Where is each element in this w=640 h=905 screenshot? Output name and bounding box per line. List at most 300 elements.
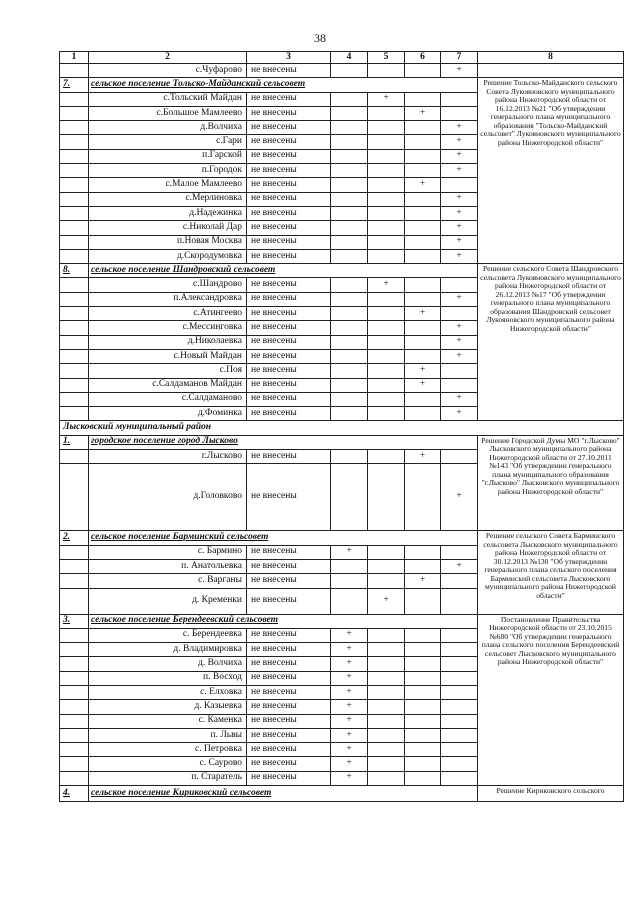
changes-status: не внесены xyxy=(247,657,331,671)
mark-cell xyxy=(368,307,405,321)
changes-status: не внесены xyxy=(247,643,331,657)
changes-status: не внесены xyxy=(247,235,331,249)
row-number-cell xyxy=(60,574,89,588)
mark-cell xyxy=(405,685,441,699)
mark-cell xyxy=(441,588,478,614)
settlement-name: с.Тольский Майдан xyxy=(89,92,247,106)
mark-cell xyxy=(405,192,441,206)
mark-cell xyxy=(331,321,368,335)
mark-cell xyxy=(368,335,405,349)
changes-status: не внесены xyxy=(247,135,331,149)
mark-cell xyxy=(368,64,405,78)
section-row xyxy=(60,264,624,278)
mark-cell xyxy=(368,450,405,464)
mark-cell xyxy=(368,643,405,657)
mark-cell: + xyxy=(331,714,368,728)
mark-cell: + xyxy=(441,292,478,306)
mark-cell: + xyxy=(331,757,368,771)
changes-status: не внесены xyxy=(247,221,331,235)
changes-status: не внесены xyxy=(247,574,331,588)
mark-cell xyxy=(368,574,405,588)
settlement-name: с.Мерлиновка xyxy=(89,192,247,206)
settlement-name: с.Мессинговка xyxy=(89,321,247,335)
changes-status: не внесены xyxy=(247,671,331,685)
mark-cell xyxy=(405,249,441,263)
section-title: сельское поселение Барминский сельсовет xyxy=(89,531,478,545)
settlement-name: с.Большое Мамлеево xyxy=(89,106,247,120)
mark-cell xyxy=(405,700,441,714)
mark-cell: + xyxy=(441,64,478,78)
legal-basis-note: Решение Городской Думы МО "г.Лысково" Лысковского муниципального района Нижегородской области от 27.10.2011 №143 "Об утверждении генерального плана муниципального образования "г.Лысково" Лысковского муниципального района Нижегородской области" xyxy=(478,435,624,531)
row-number-cell xyxy=(60,92,89,106)
mark-cell: + xyxy=(331,545,368,559)
settlement-name: п. Восход xyxy=(89,671,247,685)
changes-status: не внесены xyxy=(247,714,331,728)
mark-cell xyxy=(441,628,478,642)
note-cell xyxy=(478,64,624,78)
settlements-table xyxy=(59,51,624,802)
mark-cell: + xyxy=(441,249,478,263)
row-number-cell xyxy=(60,321,89,335)
mark-cell xyxy=(441,757,478,771)
mark-cell xyxy=(331,378,368,392)
column-header: 4 xyxy=(331,52,368,64)
row-number-cell xyxy=(60,164,89,178)
section-title: сельское поселение Тольско-Майданский сельсовет xyxy=(89,78,478,92)
mark-cell: + xyxy=(331,771,368,785)
changes-status: не внесены xyxy=(247,728,331,742)
mark-cell: + xyxy=(331,743,368,757)
mark-cell xyxy=(405,64,441,78)
row-number-cell xyxy=(60,743,89,757)
mark-cell xyxy=(368,121,405,135)
legal-basis-note: Решение Тольско-Майданского сельского Совета Лукояновского муниципального района Нижегородской области от 16.12.2013 №21 "Об утверждении генерального плана муниципального образования "Тольско-Майданский сельсовет" Лукояновского муниципального района Нижегородской области" xyxy=(478,78,624,264)
changes-status: не внесены xyxy=(247,349,331,363)
mark-cell xyxy=(441,92,478,106)
row-number-cell xyxy=(60,588,89,614)
mark-cell xyxy=(331,92,368,106)
mark-cell xyxy=(331,164,368,178)
mark-cell xyxy=(368,349,405,363)
row-number-cell xyxy=(60,700,89,714)
district-title: Лысковский муниципальный район xyxy=(60,421,624,435)
changes-status: не внесены xyxy=(247,364,331,378)
mark-cell xyxy=(405,278,441,292)
settlement-name: с.Салдаманово xyxy=(89,392,247,406)
mark-cell: + xyxy=(441,235,478,249)
row-number-cell xyxy=(60,206,89,220)
row-number-cell xyxy=(60,378,89,392)
mark-cell xyxy=(368,464,405,531)
settlement-name: с. Петровка xyxy=(89,743,247,757)
row-number-cell xyxy=(60,106,89,120)
mark-cell xyxy=(405,671,441,685)
row-number-cell xyxy=(60,121,89,135)
mark-cell xyxy=(331,149,368,163)
mark-cell: + xyxy=(331,685,368,699)
legal-basis-note: Решение сельского Совета Шандровского сельсовета Лукояновского муниципального района Нижегородской области от 26.12.2013 №17 "Об утверждении генерального плана муниципального образования Шандровский сельсовет Лукояновского муниципального района Нижегородской области" xyxy=(478,264,624,421)
mark-cell: + xyxy=(405,307,441,321)
settlement-name: п. Анатольевка xyxy=(89,559,247,573)
row-number-cell xyxy=(60,450,89,464)
settlement-name: с.Новый Майдан xyxy=(89,349,247,363)
mark-cell: + xyxy=(331,657,368,671)
mark-cell xyxy=(368,321,405,335)
mark-cell xyxy=(331,106,368,120)
mark-cell xyxy=(441,307,478,321)
changes-status: не внесены xyxy=(247,450,331,464)
mark-cell xyxy=(405,335,441,349)
mark-cell xyxy=(331,221,368,235)
row-number-cell xyxy=(60,714,89,728)
row-number-cell xyxy=(60,643,89,657)
mark-cell: + xyxy=(405,574,441,588)
settlement-name: с. Берендеевка xyxy=(89,628,247,642)
mark-cell xyxy=(441,728,478,742)
settlement-name: с.Салдаманов Майдан xyxy=(89,378,247,392)
mark-cell xyxy=(368,135,405,149)
mark-cell xyxy=(368,743,405,757)
settlement-name: с.Поя xyxy=(89,364,247,378)
row-number-cell xyxy=(60,221,89,235)
mark-cell: + xyxy=(441,559,478,573)
mark-cell xyxy=(405,628,441,642)
mark-cell xyxy=(405,206,441,220)
settlement-name: с.Чуфарово xyxy=(89,64,247,78)
mark-cell xyxy=(368,407,405,421)
mark-cell: + xyxy=(331,628,368,642)
section-row xyxy=(60,435,624,449)
mark-cell xyxy=(368,685,405,699)
mark-cell: + xyxy=(331,671,368,685)
changes-status: не внесены xyxy=(247,321,331,335)
changes-status: не внесены xyxy=(247,378,331,392)
legal-basis-note: Решение Кириковского сельского xyxy=(478,786,624,802)
mark-cell xyxy=(331,135,368,149)
section-title: сельское поселение Кириковский сельсовет xyxy=(89,786,478,802)
mark-cell: + xyxy=(441,221,478,235)
mark-cell xyxy=(441,685,478,699)
changes-status: не внесены xyxy=(247,206,331,220)
changes-status: не внесены xyxy=(247,757,331,771)
mark-cell: + xyxy=(405,378,441,392)
changes-status: не внесены xyxy=(247,700,331,714)
mark-cell xyxy=(405,728,441,742)
mark-cell xyxy=(331,464,368,531)
mark-cell xyxy=(368,757,405,771)
mark-cell xyxy=(405,349,441,363)
mark-cell xyxy=(331,249,368,263)
mark-cell xyxy=(441,574,478,588)
mark-cell xyxy=(441,671,478,685)
mark-cell xyxy=(368,671,405,685)
mark-cell xyxy=(331,335,368,349)
mark-cell: + xyxy=(405,178,441,192)
mark-cell xyxy=(331,307,368,321)
mark-cell xyxy=(331,349,368,363)
settlement-name: д. Владимировка xyxy=(89,643,247,657)
district-row xyxy=(60,421,624,435)
mark-cell: + xyxy=(441,407,478,421)
section-title: сельское поселение Берендеевский сельсовет xyxy=(89,614,478,628)
column-header: 7 xyxy=(441,52,478,64)
row-number-cell xyxy=(60,392,89,406)
settlement-name: г.Лысково xyxy=(89,450,247,464)
mark-cell xyxy=(368,657,405,671)
settlement-name: с. Варганы xyxy=(89,574,247,588)
mark-cell: + xyxy=(441,135,478,149)
settlement-name: с. Каменка xyxy=(89,714,247,728)
changes-status: не внесены xyxy=(247,121,331,135)
changes-status: не внесены xyxy=(247,149,331,163)
mark-cell xyxy=(405,743,441,757)
mark-cell xyxy=(441,450,478,464)
changes-status: не внесены xyxy=(247,278,331,292)
page-number: 38 xyxy=(314,31,326,45)
mark-cell xyxy=(441,700,478,714)
mark-cell xyxy=(331,392,368,406)
mark-cell xyxy=(405,292,441,306)
row-number-cell xyxy=(60,657,89,671)
row-number-cell xyxy=(60,464,89,531)
mark-cell xyxy=(405,559,441,573)
row-number-cell xyxy=(60,559,89,573)
row-number-cell xyxy=(60,757,89,771)
row-number-cell xyxy=(60,178,89,192)
mark-cell xyxy=(368,206,405,220)
settlement-name: с.Малое Мамлеево xyxy=(89,178,247,192)
column-header: 5 xyxy=(368,52,405,64)
settlement-name: д. Кременки xyxy=(89,588,247,614)
mark-cell xyxy=(368,364,405,378)
mark-cell xyxy=(405,164,441,178)
mark-cell xyxy=(441,364,478,378)
mark-cell xyxy=(405,545,441,559)
changes-status: не внесены xyxy=(247,178,331,192)
row-number-cell xyxy=(60,192,89,206)
mark-cell xyxy=(405,588,441,614)
changes-status: не внесены xyxy=(247,249,331,263)
row-number-cell xyxy=(60,407,89,421)
mark-cell: + xyxy=(441,335,478,349)
changes-status: не внесены xyxy=(247,335,331,349)
mark-cell xyxy=(368,106,405,120)
mark-cell xyxy=(368,192,405,206)
legal-basis-note: Решение сельского Совета Барминского сельсовета Лысковского муниципального района Нижегородской области от 30.12.2013 №130 "Об утверждении генерального плана сельского поселения Барминский сельсовета Лысковского муниципального района Нижегородской области" xyxy=(478,531,624,614)
mark-cell xyxy=(441,771,478,785)
mark-cell xyxy=(331,407,368,421)
changes-status: не внесены xyxy=(247,64,331,78)
settlement-name: д.Волчиха xyxy=(89,121,247,135)
changes-status: не внесены xyxy=(247,588,331,614)
row-number-cell xyxy=(60,307,89,321)
mark-cell: + xyxy=(441,392,478,406)
settlement-name: с.Николай Дар xyxy=(89,221,247,235)
changes-status: не внесены xyxy=(247,559,331,573)
settlement-name: д. Волчиха xyxy=(89,657,247,671)
section-row xyxy=(60,786,624,802)
mark-cell xyxy=(405,643,441,657)
mark-cell xyxy=(368,392,405,406)
mark-cell xyxy=(405,714,441,728)
column-header: 1 xyxy=(60,52,89,64)
settlement-name: с.Шандрово xyxy=(89,278,247,292)
changes-status: не внесены xyxy=(247,192,331,206)
mark-cell xyxy=(368,178,405,192)
mark-cell: + xyxy=(441,321,478,335)
settlement-name: п. Львы xyxy=(89,728,247,742)
section-number: 3. xyxy=(60,614,89,628)
changes-status: не внесены xyxy=(247,464,331,531)
mark-cell: + xyxy=(441,149,478,163)
mark-cell xyxy=(368,249,405,263)
settlement-name: д.Надежинка xyxy=(89,206,247,220)
mark-cell: + xyxy=(368,278,405,292)
settlement-name: п.Александровка xyxy=(89,292,247,306)
row-number-cell xyxy=(60,771,89,785)
row-number-cell xyxy=(60,364,89,378)
mark-cell xyxy=(441,378,478,392)
mark-cell: + xyxy=(441,464,478,531)
mark-cell xyxy=(405,121,441,135)
row-number-cell xyxy=(60,335,89,349)
mark-cell xyxy=(368,149,405,163)
mark-cell: + xyxy=(405,450,441,464)
changes-status: не внесены xyxy=(247,92,331,106)
settlement-name: д. Казыевка xyxy=(89,700,247,714)
mark-cell xyxy=(331,292,368,306)
row-number-cell xyxy=(60,249,89,263)
mark-cell xyxy=(405,392,441,406)
changes-status: не внесены xyxy=(247,106,331,120)
settlement-name: д.Скородумовка xyxy=(89,249,247,263)
row-number-cell xyxy=(60,64,89,78)
mark-cell xyxy=(405,407,441,421)
mark-cell: + xyxy=(441,121,478,135)
settlement-name: с. Елховка xyxy=(89,685,247,699)
mark-cell xyxy=(368,728,405,742)
header-row xyxy=(60,52,624,64)
section-number: 1. xyxy=(60,435,89,449)
settlement-name: с.Атингеево xyxy=(89,307,247,321)
row-number-cell xyxy=(60,278,89,292)
mark-cell: + xyxy=(368,588,405,614)
mark-cell xyxy=(368,559,405,573)
mark-cell xyxy=(331,64,368,78)
changes-status: не внесены xyxy=(247,307,331,321)
mark-cell xyxy=(331,278,368,292)
settlement-name: п.Городок xyxy=(89,164,247,178)
column-header: 2 xyxy=(89,52,247,64)
mark-cell xyxy=(405,149,441,163)
mark-cell xyxy=(368,292,405,306)
mark-cell xyxy=(331,588,368,614)
row-number-cell xyxy=(60,728,89,742)
mark-cell xyxy=(441,743,478,757)
section-row xyxy=(60,78,624,92)
mark-cell xyxy=(331,235,368,249)
row-number-cell xyxy=(60,349,89,363)
section-row xyxy=(60,531,624,545)
mark-cell xyxy=(368,235,405,249)
section-number: 7. xyxy=(60,78,89,92)
section-title: сельское поселение Шандровский сельсовет xyxy=(89,264,478,278)
mark-cell xyxy=(441,657,478,671)
mark-cell xyxy=(405,92,441,106)
mark-cell xyxy=(441,714,478,728)
row-number-cell xyxy=(60,135,89,149)
mark-cell xyxy=(368,714,405,728)
mark-cell xyxy=(405,135,441,149)
section-number: 4. xyxy=(60,786,89,802)
changes-status: не внесены xyxy=(247,164,331,178)
mark-cell xyxy=(331,192,368,206)
settlement-name: с. Бармино xyxy=(89,545,247,559)
mark-cell xyxy=(441,106,478,120)
column-header: 6 xyxy=(405,52,441,64)
changes-status: не внесены xyxy=(247,292,331,306)
mark-cell: + xyxy=(331,728,368,742)
mark-cell: + xyxy=(331,700,368,714)
mark-cell: + xyxy=(405,364,441,378)
section-number: 2. xyxy=(60,531,89,545)
settlement-name: д.Фоминка xyxy=(89,407,247,421)
changes-status: не внесены xyxy=(247,771,331,785)
mark-cell xyxy=(405,235,441,249)
changes-status: не внесены xyxy=(247,545,331,559)
mark-cell xyxy=(405,657,441,671)
mark-cell: + xyxy=(368,92,405,106)
column-header: 3 xyxy=(247,52,331,64)
changes-status: не внесены xyxy=(247,407,331,421)
mark-cell xyxy=(405,321,441,335)
mark-cell xyxy=(331,574,368,588)
section-number: 8. xyxy=(60,264,89,278)
mark-cell xyxy=(441,278,478,292)
mark-cell xyxy=(368,700,405,714)
mark-cell xyxy=(368,164,405,178)
row-number-cell xyxy=(60,292,89,306)
settlement-name: п.Новая Москва xyxy=(89,235,247,249)
settlement-name: с. Саурово xyxy=(89,757,247,771)
mark-cell xyxy=(368,378,405,392)
mark-cell xyxy=(331,178,368,192)
mark-cell xyxy=(405,464,441,531)
mark-cell xyxy=(331,121,368,135)
mark-cell xyxy=(405,221,441,235)
mark-cell xyxy=(331,559,368,573)
mark-cell xyxy=(441,178,478,192)
mark-cell: + xyxy=(331,643,368,657)
mark-cell xyxy=(368,628,405,642)
mark-cell: + xyxy=(441,206,478,220)
section-row xyxy=(60,614,624,628)
mark-cell xyxy=(405,757,441,771)
mark-cell xyxy=(368,771,405,785)
mark-cell xyxy=(368,545,405,559)
row-number-cell xyxy=(60,545,89,559)
row-number-cell xyxy=(60,235,89,249)
changes-status: не внесены xyxy=(247,685,331,699)
mark-cell xyxy=(441,643,478,657)
changes-status: не внесены xyxy=(247,392,331,406)
mark-cell: + xyxy=(441,192,478,206)
mark-cell xyxy=(331,206,368,220)
settlement-name: п. Старатель xyxy=(89,771,247,785)
section-title: городское поселение город Лысково xyxy=(89,435,478,449)
mark-cell: + xyxy=(405,106,441,120)
settlement-name: д.Николаевка xyxy=(89,335,247,349)
